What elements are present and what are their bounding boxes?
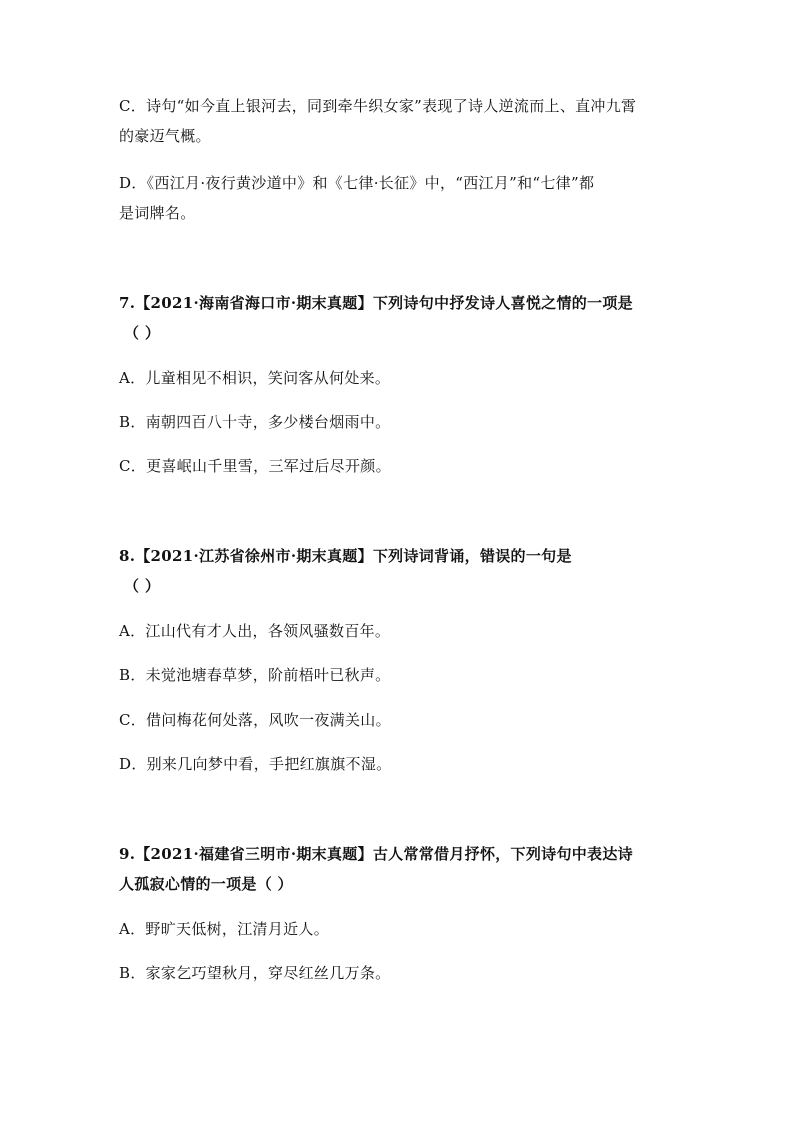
- question-7-option-a: A．儿童相见不相识，笑问客从何处来。: [119, 369, 391, 387]
- question-8-option-b: B．未觉池塘春草梦，阶前梧叶已秋声。: [119, 666, 391, 684]
- question-9-stem-line-2: 人孤寂心情的一项是（ ）: [119, 875, 293, 893]
- question-7-option-b: B．南朝四百八十寺，多少楼台烟雨中。: [119, 413, 391, 431]
- question-7-option-c: C．更喜岷山千里雪，三军过后尽开颜。: [119, 457, 391, 475]
- option-c-line-2: 的豪迈气概。: [119, 127, 211, 145]
- question-8-stem: 8.【2021·江苏省徐州市·期末真题】下列诗词背诵，错误的一句是: [119, 547, 572, 565]
- option-d-line-2: 是词牌名。: [119, 204, 196, 222]
- question-8-option-a: A．江山代有才人出，各领风骚数百年。: [119, 622, 391, 640]
- option-c-line-1: C．诗句“如今直上银河去，同到牵牛织女家”表现了诗人逆流而上、直冲九霄: [119, 97, 637, 115]
- question-7-answer-blank: （ ）: [124, 324, 161, 342]
- question-7-stem: 7.【2021·海南省海口市·期末真题】下列诗句中抒发诗人喜悦之情的一项是: [119, 294, 633, 312]
- question-8-option-c: C．借问梅花何处落，风吹一夜满关山。: [119, 711, 391, 729]
- question-9-option-a: A．野旷天低树，江清月近人。: [119, 920, 330, 938]
- question-9-option-b: B．家家乞巧望秋月，穿尽红丝几万条。: [119, 964, 391, 982]
- question-9-stem-line-1: 9.【2021·福建省三明市·期末真题】古人常常借月抒怀，下列诗句中表达诗: [119, 845, 633, 863]
- question-8-answer-blank: （ ）: [124, 577, 161, 595]
- option-d-line-1: D．《西江月·夜行黄沙道中》和《七律·长征》中，“西江月”和“七律”都: [119, 174, 595, 192]
- question-8-option-d: D．别来几向梦中看，手把红旗旗不湿。: [119, 755, 392, 773]
